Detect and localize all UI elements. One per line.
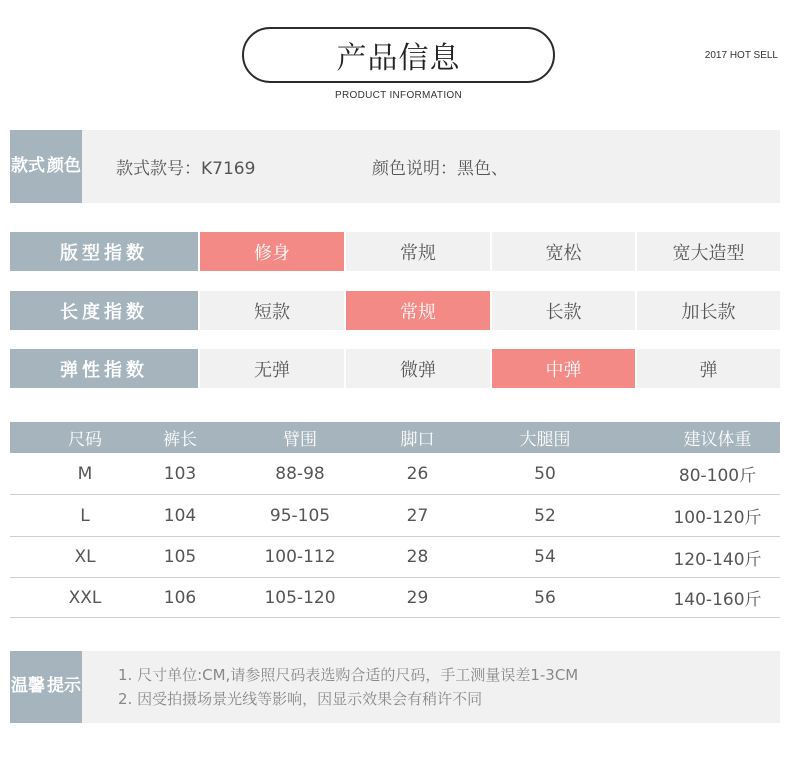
hot-sell-tag: 2017 HOT SELL [704, 50, 778, 61]
cell-thigh: 50 [534, 463, 556, 484]
tips-label [10, 651, 82, 723]
header-weight: 建议体重 [683, 430, 752, 450]
tip-line-2: 2. 因受拍摄场景光线等影响，因显示效果会有稍许不同 [118, 690, 483, 708]
size-table [10, 422, 780, 618]
cell-hem: 26 [406, 463, 429, 484]
header-thigh: 大腿围 [519, 430, 571, 450]
length-index-label: 长度指数 [10, 291, 198, 330]
cell-pants-length: 103 [163, 463, 197, 484]
size-table-header [10, 422, 780, 453]
cell-size: XL [74, 547, 96, 567]
cell-arm: 88-98 [275, 463, 325, 484]
table-row [10, 495, 780, 537]
style-color-description: 颜色说明：黑色、 [372, 159, 508, 179]
stretch-option-none: 无弹 [200, 349, 344, 388]
style-model-number: 款式款号：K7169 [116, 159, 256, 179]
cell-pants-length: 106 [163, 587, 197, 608]
cell-weight: 100-120斤 [673, 508, 762, 528]
header-hem: 脚口 [400, 430, 435, 450]
cell-weight: 120-140斤 [673, 549, 762, 570]
cell-hem: 27 [406, 505, 429, 526]
fit-index-label: 版型指数 [10, 232, 198, 271]
tip-line-1: 1. 尺寸单位:CM,请参照尺码表选购合适的尺码，手工测量误差1-3CM [118, 666, 579, 684]
cell-hem: 28 [406, 547, 429, 567]
header-pants-length: 裤长 [163, 430, 197, 450]
fit-option-oversized: 宽大造型 [637, 232, 780, 271]
fit-option-slim: 修身 [200, 232, 344, 271]
stretch-option-slight: 微弹 [346, 349, 490, 388]
tips-label-line-1: 温馨 [11, 676, 45, 697]
length-option-regular: 常规 [346, 291, 490, 330]
cell-arm: 105-120 [264, 587, 336, 608]
cell-pants-length: 104 [163, 505, 197, 526]
length-option-long: 长款 [492, 291, 635, 330]
page-subtitle: PRODUCT INFORMATION [335, 90, 462, 101]
length-index-row [10, 291, 780, 330]
cell-arm: 100-112 [264, 547, 336, 567]
tips-section [10, 651, 780, 723]
cell-size: XXL [68, 587, 102, 608]
style-color-label [10, 130, 82, 203]
cell-size: M [77, 463, 93, 484]
style-label-line-1: 款式 [11, 155, 45, 176]
header-arm: 臂围 [283, 430, 317, 450]
stretch-index-label: 弹性指数 [10, 349, 198, 388]
cell-size: L [80, 505, 90, 526]
cell-pants-length: 105 [163, 547, 197, 567]
cell-arm: 95-105 [269, 505, 331, 526]
stretch-option-stretch: 弹 [637, 349, 780, 388]
style-color-section [10, 130, 780, 203]
cell-thigh: 54 [534, 547, 556, 567]
header-size: 尺码 [68, 430, 102, 450]
cell-weight: 140-160斤 [673, 590, 762, 610]
fit-option-loose: 宽松 [492, 232, 635, 271]
length-option-short: 短款 [200, 291, 344, 330]
stretch-index-row [10, 349, 780, 388]
page-title: 产品信息 [242, 27, 555, 83]
tips-text [118, 651, 578, 723]
cell-weight: 80-100斤 [678, 466, 757, 486]
style-label-line-2: 颜色 [47, 155, 81, 176]
fit-index-row [10, 232, 780, 271]
fit-option-regular: 常规 [346, 232, 490, 271]
stretch-option-medium: 中弹 [492, 349, 635, 388]
cell-thigh: 56 [534, 587, 556, 608]
table-row [10, 578, 780, 618]
table-row [10, 453, 780, 495]
cell-hem: 29 [406, 587, 429, 608]
tips-label-line-2: 提示 [47, 676, 81, 697]
table-row [10, 537, 780, 578]
length-option-extra-long: 加长款 [637, 291, 780, 330]
cell-thigh: 52 [534, 505, 556, 526]
